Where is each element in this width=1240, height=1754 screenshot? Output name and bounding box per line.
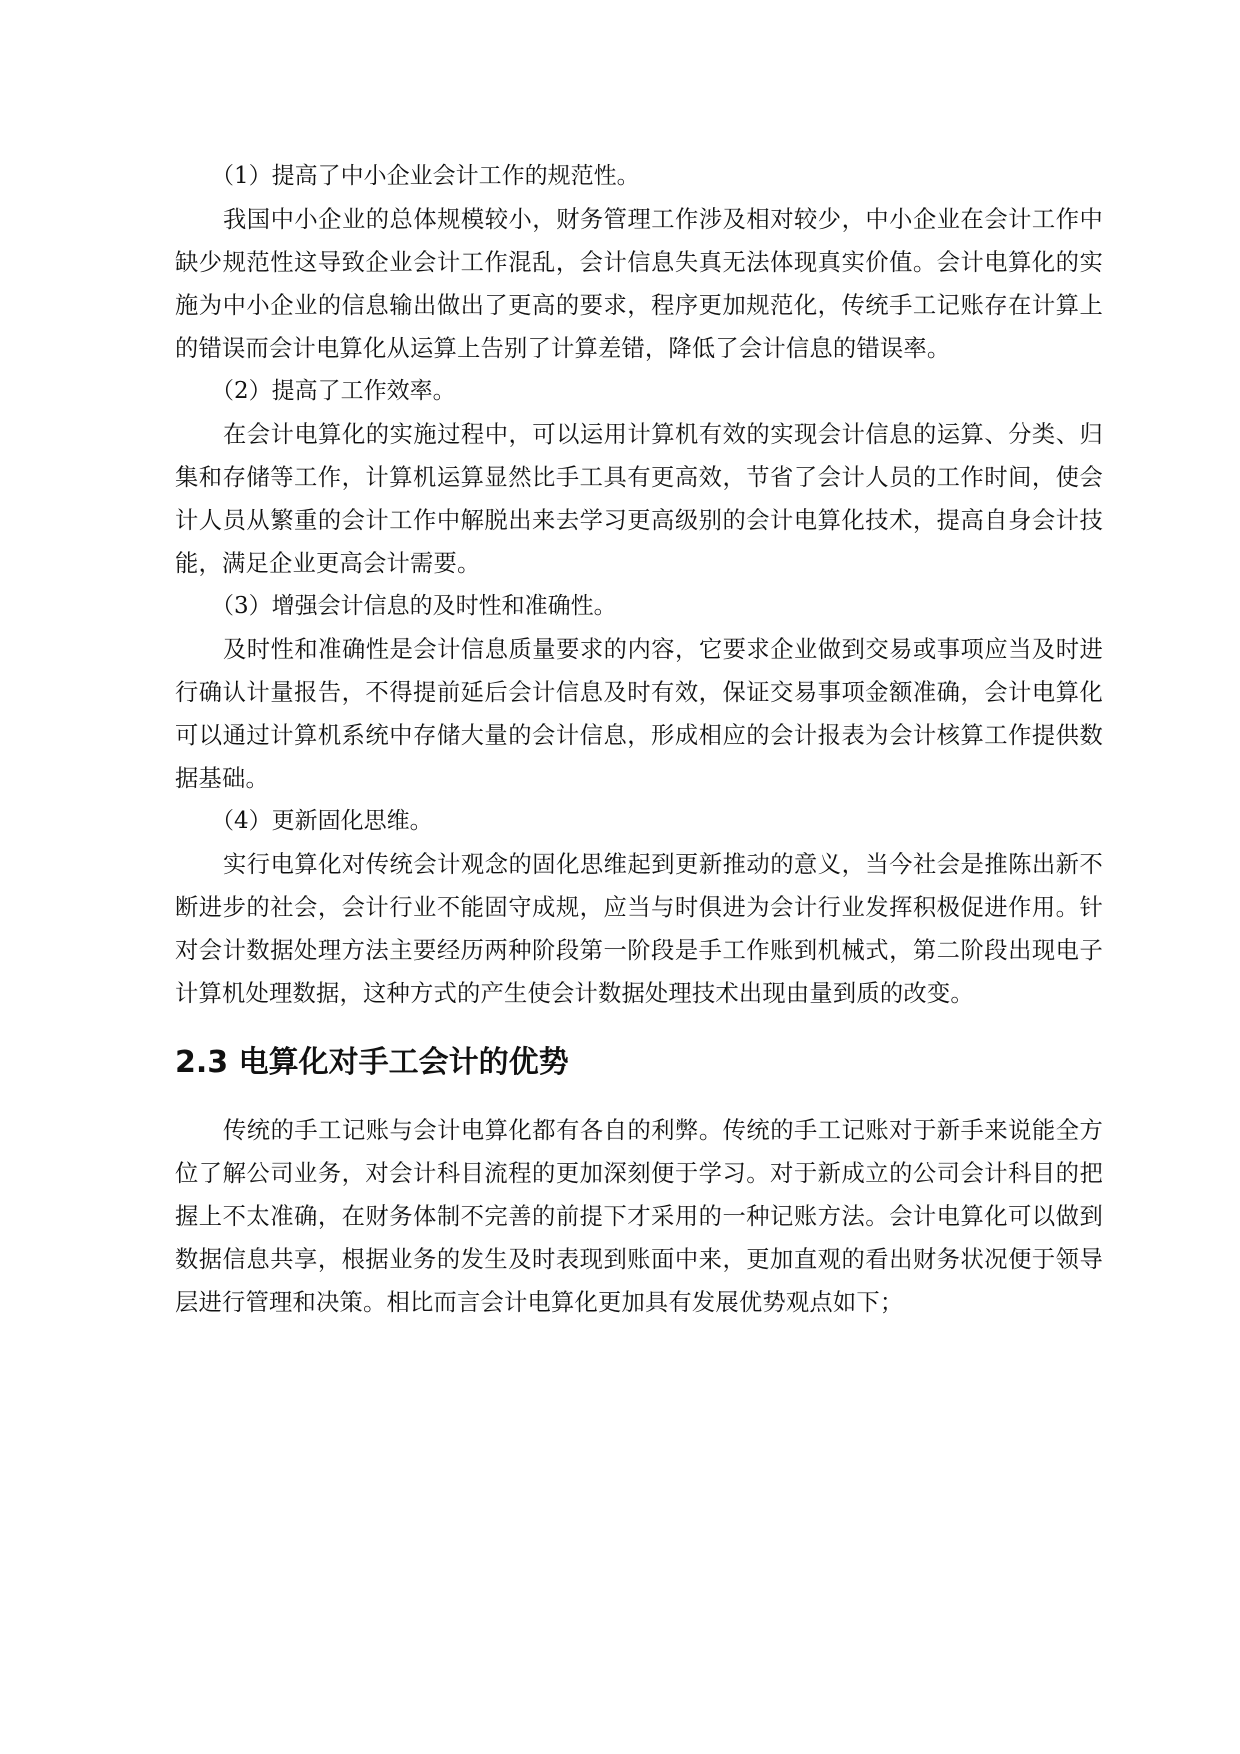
subsection-label-4: （4）更新固化思维。 (211, 808, 433, 834)
section-heading-2-3: 2.3 电算化对手工会计的优势 (175, 1045, 569, 1080)
subsection-label-3: （3）增强会计信息的及时性和准确性。 (211, 593, 617, 619)
subsection-label-2: （2）提高了工作效率。 (211, 378, 456, 404)
paragraph-3: 及时性和准确性是会计信息质量要求的内容，它要求企业做到交易或事项应当及时进行确认计量报告，不得提前延后会计信息及时有效，保证交易事项金额准确，会计电算化可以通过计算机系统中存储大量的会计信息，形成相应的会计报表为会计核算工作提供数据基础。 (175, 636, 1103, 792)
paragraph-1: 我国中小企业的总体规模较小，财务管理工作涉及相对较少，中小企业在会计工作中缺少规范性这导致企业会计工作混乱，会计信息失真无法体现真实价值。会计电算化的实施为中小企业的信息输出做出了更高的要求，程序更加规范化，传统手工记账存在计算上的错误而会计电算化从运算上告别了计算差错，降低了会计信息的错误率。 (175, 206, 1103, 362)
paragraph-2: 在会计电算化的实施过程中，可以运用计算机有效的实现会计信息的运算、分类、归集和存储等工作，计算机运算显然比手工具有更高效，节省了会计人员的工作时间，使会计人员从繁重的会计工作中解脱出来去学习更高级别的会计电算化技术，提高自身会计技能，满足企业更高会计需要。 (175, 421, 1103, 577)
section-2-3-paragraph: 传统的手工记账与会计电算化都有各自的利弊。传统的手工记账对于新手来说能全方位了解公司业务，对会计科目流程的更加深刻便于学习。对于新成立的公司会计科目的把握上不太准确，在财务体制不完善的前提下才采用的一种记账方法。会计电算化可以做到数据信息共享，根据业务的发生及时表现到账面中来，更加直观的看出财务状况便于领导层进行管理和决策。相比而言会计电算化更加具有发展优势观点如下； (175, 1117, 1103, 1316)
subsection-label-1: （1）提高了中小企业会计工作的规范性。 (211, 163, 640, 189)
document-page (175, 155, 1103, 1324)
paragraph-4: 实行电算化对传统会计观念的固化思维起到更新推动的意义，当今社会是推陈出新不断进步的社会，会计行业不能固守成规，应当与时俱进为会计行业发挥积极促进作用。针对会计数据处理方法主要经历两种阶段第一阶段是手工作账到机械式，第二阶段出现电子计算机处理数据，这种方式的产生使会计数据处理技术出现由量到质的改变。 (175, 851, 1103, 1007)
